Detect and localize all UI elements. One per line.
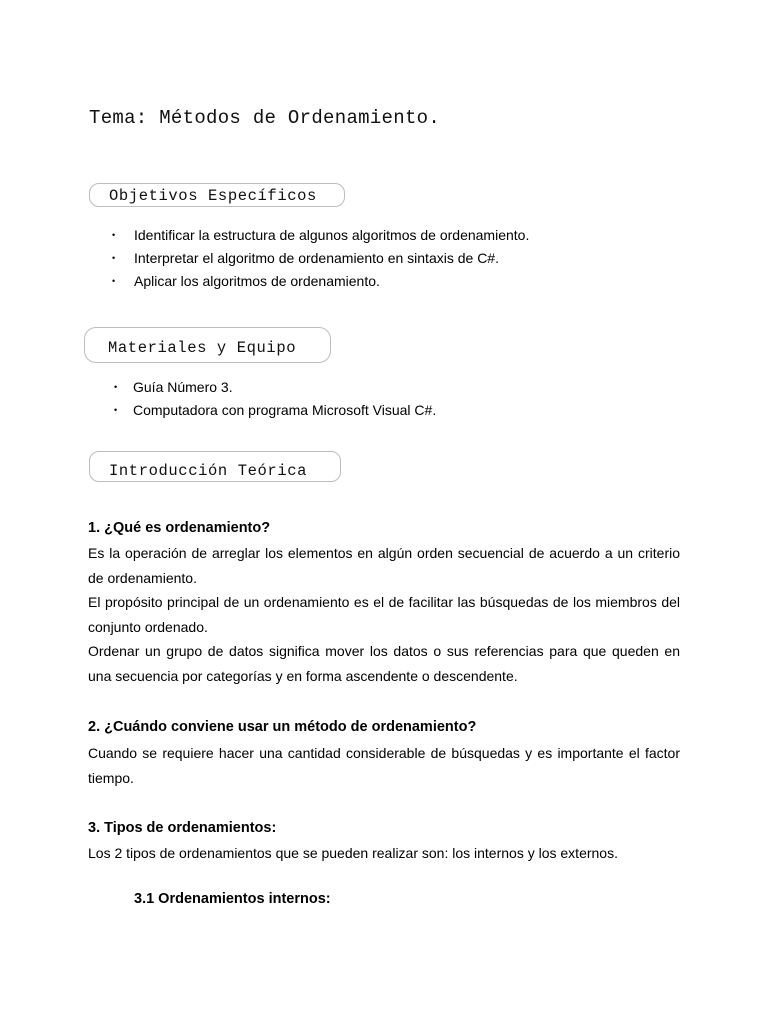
section-label-introduccion [89, 451, 341, 482]
bullet-icon: • [112, 230, 116, 240]
objetivos-list [112, 224, 529, 293]
list-item [114, 399, 436, 422]
list-item-text: Aplicar los algoritmos de ordenamiento. [134, 273, 380, 289]
bullet-icon: • [114, 382, 118, 392]
paragraph: El propósito principal de un ordenamiento es el de facilitar las búsquedas de los miembros del conjunto ordenado. [88, 594, 680, 635]
question-3-heading: 3. Tipos de ordenamientos: [88, 820, 277, 836]
bullet-icon: • [112, 276, 116, 286]
question-2-heading: 2. ¿Cuándo conviene usar un método de ordenamiento? [88, 719, 477, 735]
section-label-introduccion-text: Introducción Teórica [109, 462, 308, 480]
bullet-icon: • [114, 405, 118, 415]
section-label-materiales [84, 327, 331, 363]
paragraph: Los 2 tipos de ordenamientos que se pueden realizar son: los internos y los externos. [88, 845, 618, 861]
question-1-heading: 1. ¿Qué es ordenamiento? [88, 520, 271, 536]
list-item [112, 224, 529, 247]
subsection-3-1-heading: 3.1 Ordenamientos internos: [134, 891, 331, 907]
materiales-list [114, 376, 436, 422]
document-title: Tema: Métodos de Ordenamiento. [89, 107, 441, 129]
question-2-body [88, 741, 680, 790]
paragraph: Ordenar un grupo de datos significa mover los datos o sus referencias para que queden en una secuencia por categorías y en forma ascendente o descendente. [88, 643, 680, 684]
section-label-objetivos [89, 183, 345, 207]
paragraph: Cuando se requiere hacer una cantidad considerable de búsquedas y es importante el factor tiempo. [88, 745, 680, 786]
list-item-text: Identificar la estructura de algunos algoritmos de ordenamiento. [134, 227, 530, 243]
list-item [112, 270, 529, 293]
paragraph: Es la operación de arreglar los elementos en algún orden secuencial de acuerdo a un criterio de ordenamiento. [88, 545, 680, 586]
question-3-body [88, 841, 680, 866]
list-item-text: Computadora con programa Microsoft Visual C#. [133, 402, 437, 418]
section-label-objetivos-text: Objetivos Específicos [109, 187, 317, 205]
section-label-materiales-text: Materiales y Equipo [108, 339, 297, 357]
question-1-body [88, 541, 680, 689]
list-item [112, 247, 529, 270]
list-item-text: Guía Número 3. [133, 379, 233, 395]
list-item-text: Interpretar el algoritmo de ordenamiento en sintaxis de C#. [134, 250, 499, 266]
list-item [114, 376, 436, 399]
bullet-icon: • [112, 253, 116, 263]
